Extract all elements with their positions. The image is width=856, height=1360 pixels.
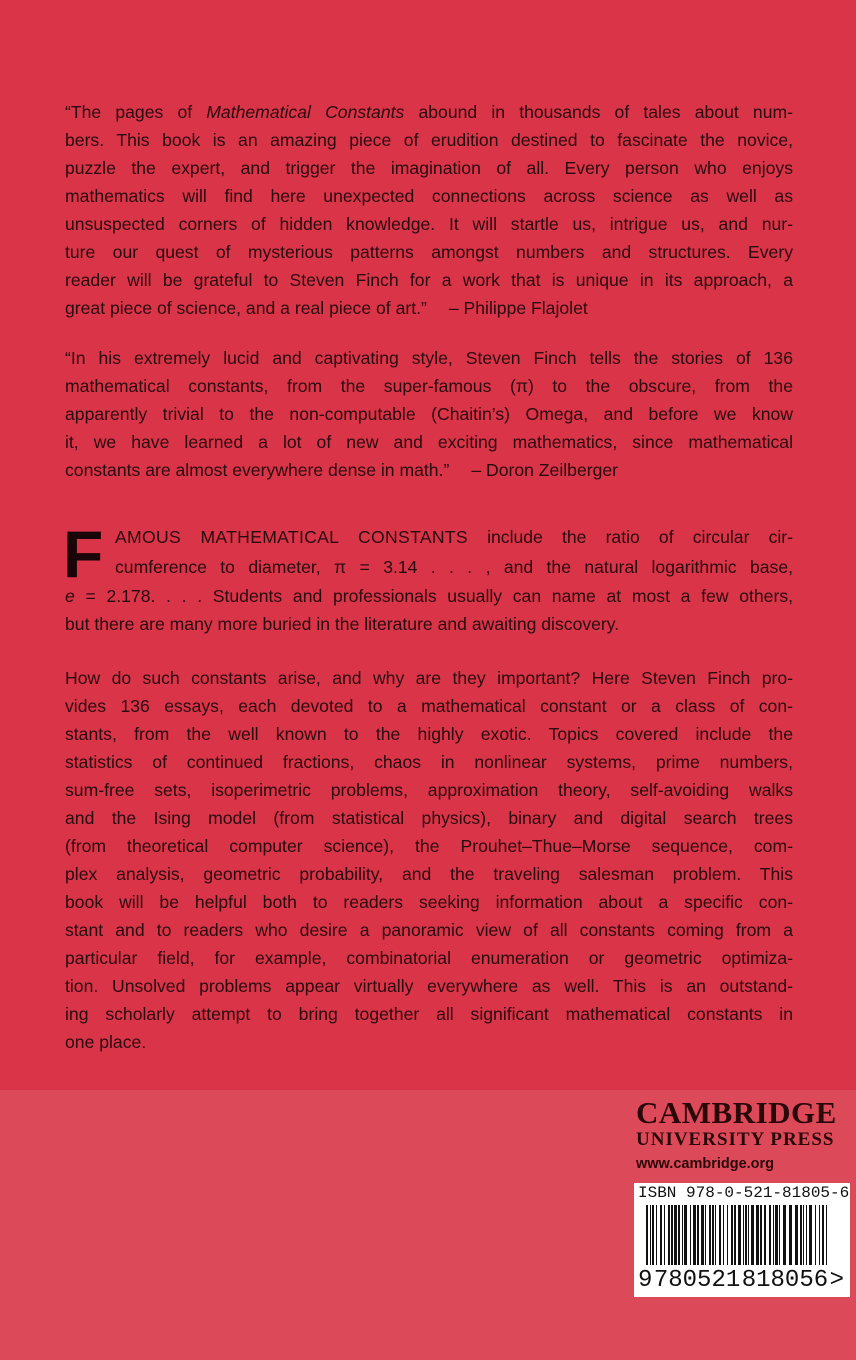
text-fragment: great piece of science, and a real piece of art.” bbox=[65, 298, 427, 318]
text-fragment: “The pages of bbox=[65, 102, 207, 122]
description-paragraph bbox=[65, 664, 793, 1056]
barcode-bar bbox=[674, 1205, 677, 1265]
text-line: ture our quest of mysterious patterns amongst numbers and structures. Every bbox=[65, 242, 793, 262]
barcode-bar bbox=[646, 1205, 648, 1265]
barcode-bar bbox=[693, 1205, 696, 1265]
barcode-bar bbox=[769, 1205, 771, 1265]
barcode-bar bbox=[731, 1205, 733, 1265]
text-line: statistics of continued fractions, chaos in nonlinear systems, prime numbers, bbox=[65, 752, 793, 772]
text-line: mathematical constants, from the super-famous (π) to the obscure, from the bbox=[65, 376, 793, 396]
barcode-bar bbox=[800, 1205, 802, 1265]
text-line bbox=[65, 294, 793, 322]
quote-attribution: – Doron Zeilberger bbox=[471, 460, 619, 480]
text-fragment: constants are almost everywhere dense in math.” bbox=[65, 460, 450, 480]
barcode-bar bbox=[652, 1205, 654, 1265]
text-line: and the Ising model (from statistical physics), binary and digital search trees bbox=[65, 808, 793, 828]
barcode-bar bbox=[709, 1205, 711, 1265]
barcode-bar bbox=[723, 1205, 724, 1265]
intro-paragraph bbox=[63, 517, 794, 638]
barcode-bar bbox=[715, 1205, 716, 1265]
text-line: plex analysis, geometric probability, and the traveling salesman problem. This bbox=[65, 864, 793, 884]
text-line: vides 136 essays, each devoted to a mathematical constant or a class of con- bbox=[65, 696, 793, 716]
barcode-digit: > bbox=[829, 1267, 844, 1294]
text-line: tion. Unsolved problems appear virtually everywhere as well. This is an outstand- bbox=[65, 976, 793, 996]
intro-text: include the ratio of circular cir- bbox=[467, 527, 794, 547]
isbn-text: ISBN 978-0-521-81805-6 bbox=[638, 1184, 850, 1202]
barcode-bar bbox=[684, 1205, 687, 1265]
publisher-url: www.cambridge.org bbox=[636, 1156, 775, 1172]
barcode-bar bbox=[664, 1205, 665, 1265]
barcode-bar bbox=[678, 1205, 680, 1265]
text-line: particular field, for example, combinatorial enumeration or geometric optimiza- bbox=[65, 948, 793, 968]
barcode-bar bbox=[751, 1205, 754, 1265]
barcode-bar bbox=[660, 1205, 662, 1265]
barcode-bar bbox=[806, 1205, 807, 1265]
barcode-bar bbox=[738, 1205, 741, 1265]
barcode-bar bbox=[690, 1205, 691, 1265]
text-line: stant and to readers who desire a panoramic view of all constants coming from a bbox=[65, 920, 793, 940]
intro-text: but there are many more buried in the literature and awaiting discovery. bbox=[65, 614, 620, 634]
text-line: stants, from the well known to the highly exotic. Topics covered include the bbox=[65, 724, 793, 744]
barcode-bars bbox=[634, 1205, 850, 1267]
barcode-bar bbox=[826, 1205, 827, 1265]
barcode-digits bbox=[638, 1267, 844, 1295]
text-line: How do such constants arise, and why are they important? Here Steven Finch pro- bbox=[65, 668, 793, 688]
barcode-bar bbox=[773, 1205, 774, 1265]
barcode-bar bbox=[803, 1205, 804, 1265]
intro-e: e bbox=[65, 586, 75, 606]
barcode-bar bbox=[745, 1205, 747, 1265]
barcode-bar bbox=[789, 1205, 792, 1265]
text-line: unsuspected corners of hidden knowledge. It will startle us, intrigue us, and nur- bbox=[65, 214, 793, 234]
publisher-name: CAMBRIDGE bbox=[636, 1095, 837, 1130]
barcode-bar bbox=[775, 1205, 778, 1265]
barcode-bar bbox=[795, 1205, 798, 1265]
text-line bbox=[65, 456, 793, 484]
barcode-bar bbox=[712, 1205, 714, 1265]
barcode-digit: 780521 bbox=[653, 1267, 741, 1294]
barcode-bar bbox=[671, 1205, 673, 1265]
barcode-bar bbox=[822, 1205, 824, 1265]
barcode-bar bbox=[682, 1205, 683, 1265]
barcode-bar bbox=[734, 1205, 736, 1265]
isbn-barcode bbox=[634, 1183, 850, 1297]
text-line: reader will be grateful to Steven Finch for a work that is unique in its approach, a bbox=[65, 270, 793, 290]
barcode-bar bbox=[719, 1205, 721, 1265]
barcode-bar bbox=[668, 1205, 670, 1265]
barcode-bar bbox=[760, 1205, 762, 1265]
barcode-bar bbox=[727, 1205, 728, 1265]
text-line bbox=[65, 98, 793, 126]
text-fragment: abound in thousands of tales about num- bbox=[404, 102, 793, 122]
barcode-bar bbox=[748, 1205, 749, 1265]
barcode-bar bbox=[783, 1205, 786, 1265]
barcode-digit: 9 bbox=[638, 1267, 653, 1294]
barcode-bar bbox=[705, 1205, 706, 1265]
barcode-digit: 818056 bbox=[741, 1267, 829, 1294]
publisher-subname: UNIVERSITY PRESS bbox=[636, 1129, 835, 1150]
barcode-bar bbox=[819, 1205, 820, 1265]
drop-cap: F bbox=[63, 517, 104, 591]
quote-flajolet bbox=[65, 98, 793, 322]
barcode-bar bbox=[779, 1205, 780, 1265]
intro-text: = 2.178. . . . Students and professionals usually can name at most a few others, bbox=[74, 586, 793, 606]
text-line: it, we have learned a lot of new and exciting mathematics, since mathematical bbox=[65, 432, 793, 452]
barcode-bar bbox=[656, 1205, 657, 1265]
barcode-bar bbox=[815, 1205, 816, 1265]
book-title: Mathematical Constants bbox=[206, 102, 405, 122]
barcode-bar bbox=[697, 1205, 699, 1265]
text-line: puzzle the expert, and trigger the imagination of all. Every person who enjoys bbox=[65, 158, 793, 178]
barcode-bar bbox=[701, 1205, 704, 1265]
quote-attribution: – Philippe Flajolet bbox=[448, 298, 588, 318]
text-line: ing scholarly attempt to bring together all significant mathematical constants in bbox=[65, 1004, 793, 1024]
text-line: apparently trivial to the non-computable (Chaitin’s) Omega, and before we know bbox=[65, 404, 793, 424]
intro-text: cumference to diameter, π = 3.14 . . . , and the natural logarithmic base, bbox=[115, 557, 793, 577]
quote-zeilberger bbox=[65, 344, 793, 484]
barcode-bar bbox=[743, 1205, 744, 1265]
text-line: sum-free sets, isoperimetric problems, approximation theory, self-avoiding walks bbox=[65, 780, 793, 800]
barcode-bar bbox=[650, 1205, 651, 1265]
barcode-bar bbox=[764, 1205, 766, 1265]
text-line: (from theoretical computer science), the Prouhet–Thue–Morse sequence, com- bbox=[65, 836, 793, 856]
text-line: “In his extremely lucid and captivating style, Steven Finch tells the stories of 136 bbox=[65, 348, 793, 368]
barcode-bar bbox=[809, 1205, 812, 1265]
text-line: book will be helpful both to readers seeking information about a specific con- bbox=[65, 892, 793, 912]
publisher-logo bbox=[636, 1096, 852, 1174]
text-line: mathematics will find here unexpected connections across science as well as bbox=[65, 186, 793, 206]
text-line: one place. bbox=[65, 1032, 147, 1052]
barcode-bar bbox=[756, 1205, 759, 1265]
intro-smallcaps: AMOUS MATHEMATICAL CONSTANTS bbox=[115, 527, 468, 547]
text-line: bers. This book is an amazing piece of erudition destined to fascinate the novice, bbox=[65, 130, 793, 150]
